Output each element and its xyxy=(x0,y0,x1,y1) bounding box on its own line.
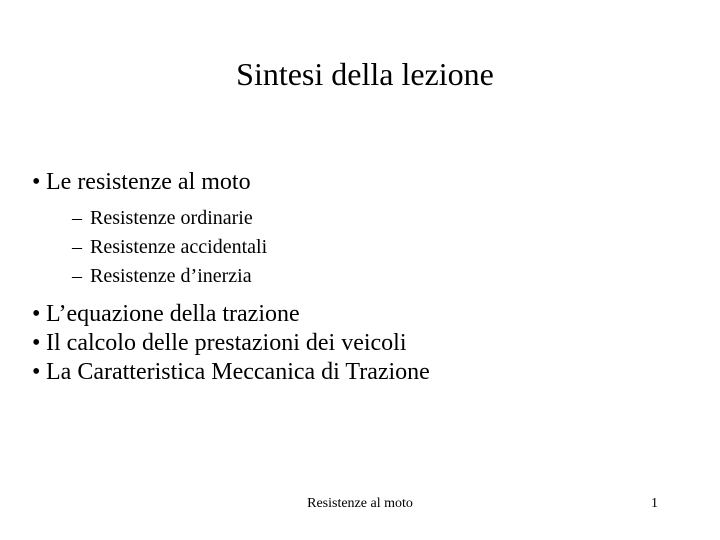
bullet-marker: • xyxy=(32,330,41,356)
sub-text: Resistenze accidentali xyxy=(90,236,268,258)
sub-marker: – xyxy=(72,236,82,258)
bullet-text: Le resistenze al moto xyxy=(46,169,251,195)
page-number: 1 xyxy=(651,496,658,511)
bullet-text: La Caratteristica Meccanica di Trazione xyxy=(46,359,430,385)
bullet-item xyxy=(32,168,692,197)
sub-text: Resistenze ordinarie xyxy=(90,207,253,229)
sub-item xyxy=(72,233,692,262)
sub-text: Resistenze d’inerzia xyxy=(90,265,252,287)
bullet-marker: • xyxy=(32,301,41,327)
sub-list xyxy=(72,204,692,291)
bullet-item xyxy=(32,329,692,358)
bullet-item xyxy=(32,358,692,387)
bullet-marker: • xyxy=(32,359,41,385)
bullet-marker: • xyxy=(32,169,41,195)
sub-marker: – xyxy=(72,207,82,229)
bullet-item xyxy=(32,300,692,329)
sub-marker: – xyxy=(72,265,82,287)
sub-item xyxy=(72,204,692,233)
sub-item xyxy=(72,262,692,291)
slide-footer: Resistenze al moto xyxy=(307,496,413,511)
slide-title: Sintesi della lezione xyxy=(236,56,494,92)
bullet-list xyxy=(32,168,692,387)
bullet-text: Il calcolo delle prestazioni dei veicoli xyxy=(46,330,407,356)
bullet-text: L’equazione della trazione xyxy=(46,301,300,327)
